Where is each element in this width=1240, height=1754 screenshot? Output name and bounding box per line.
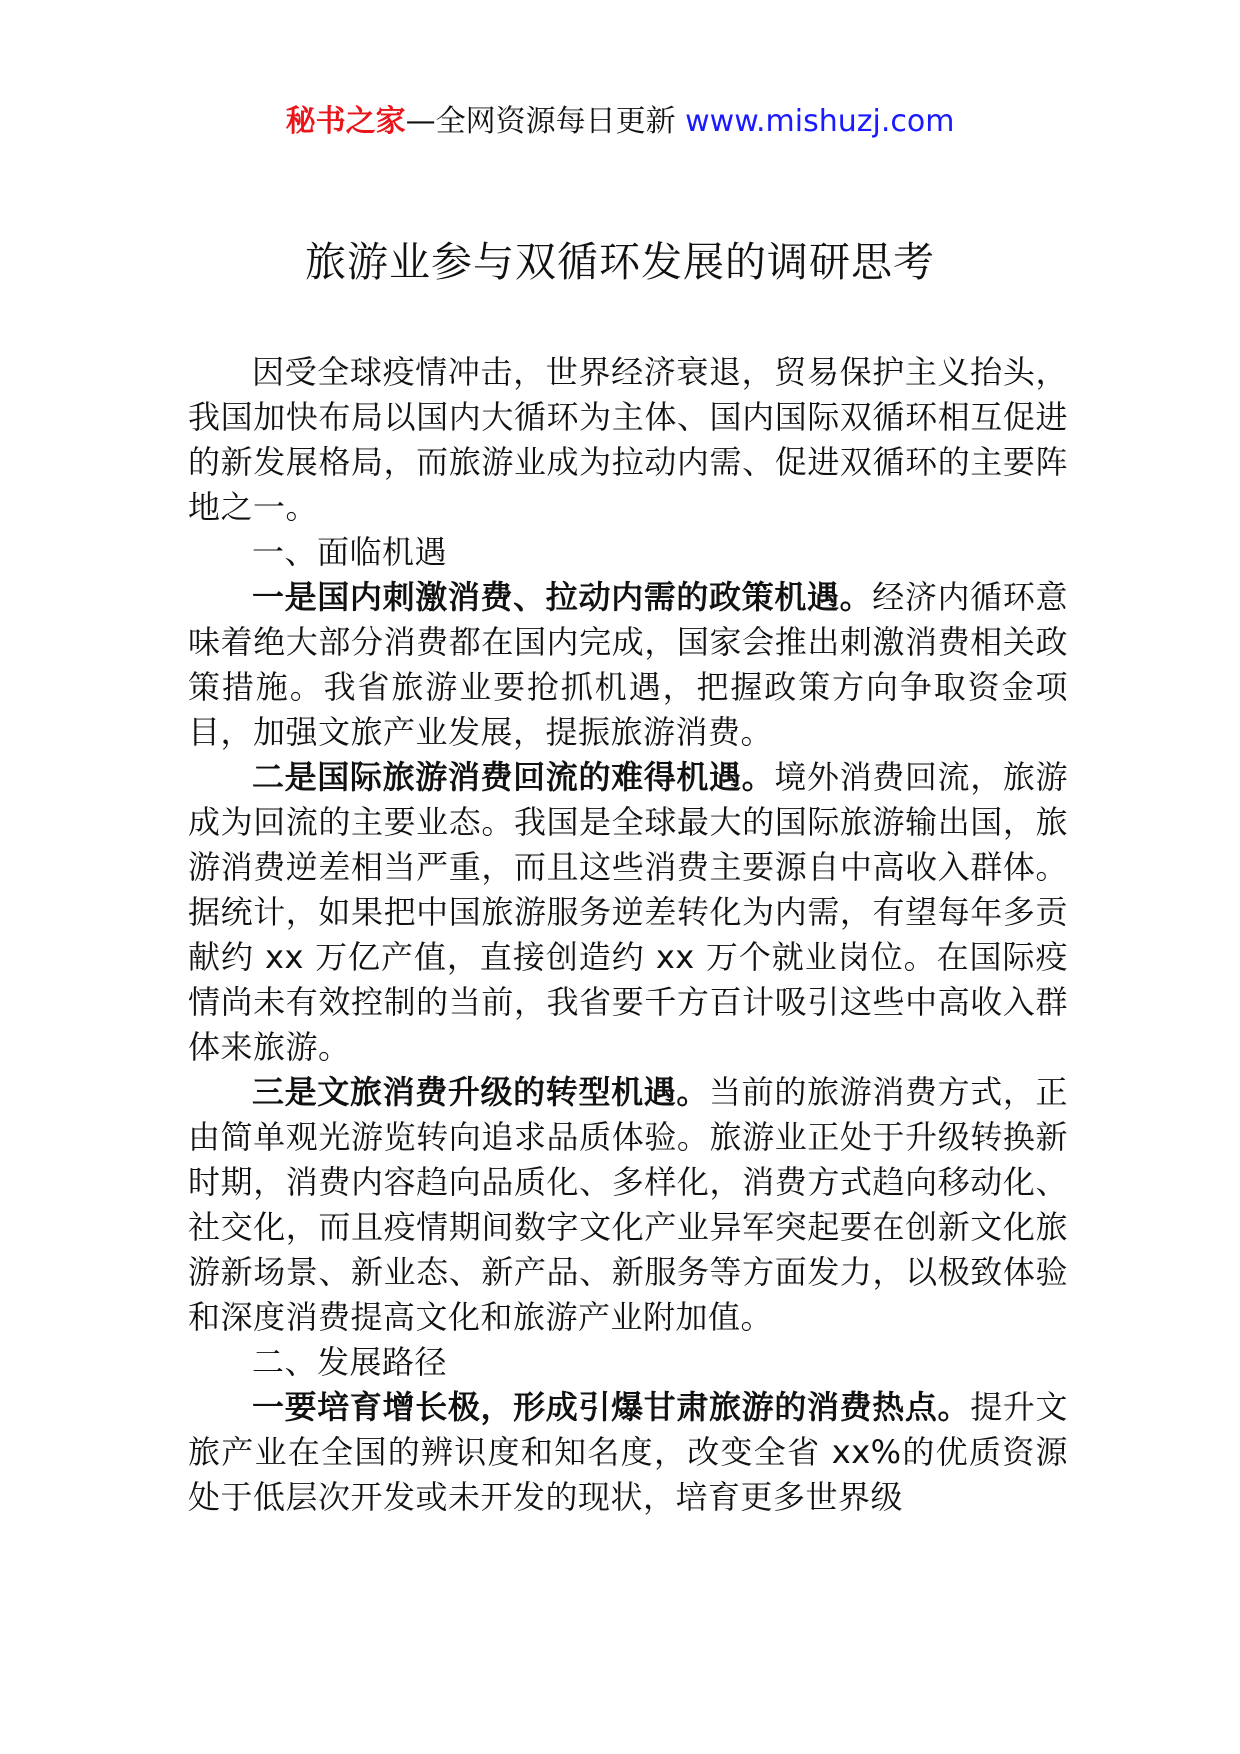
paragraph-lead: 二是国际旅游消费回流的难得机遇。: [252, 758, 775, 796]
paragraph-lead: 三是文旅消费升级的转型机遇。: [252, 1073, 710, 1111]
paragraph-upgrade-opportunity: [188, 1070, 1068, 1340]
paragraph-body: 当前的旅游消费方式，正由简单观光游览转向追求品质体验。旅游业正处于升级转换新时期，消费内容趋向品质化、多样化，消费方式趋向移动化、社交化，而且疫情期间数字文化产业异军突起要在创新文化旅游新场景、新业态、新产品、新服务等方面发力，以极致体验和深度消费提高文化和旅游产业附加值。: [188, 1073, 1068, 1336]
paragraph-consumption-return: [188, 755, 1068, 1070]
document-body: [188, 350, 1068, 1520]
section-heading-paths: 二、发展路径: [252, 1343, 448, 1381]
brand-name: 秘书之家: [285, 104, 406, 139]
paragraph-body: 境外消费回流，旅游成为回流的主要业态。我国是全球最大的国际旅游输出国，旅游消费逆差相当严重，而且这些消费主要源自中高收入群体。据统计，如果把中国旅游服务逆差转化为内需，有望每年多贡献约 xx 万亿产值，直接创造约 xx 万个就业岗位。在国际疫情尚未有效控制的当前，我省要千方百计吸引这些中高收入群体来旅游。: [188, 758, 1068, 1066]
site-url: www.mishuzj.com: [685, 104, 955, 139]
header-tagline: —全网资源每日更新: [405, 104, 686, 139]
paragraph-policy-opportunity: [188, 575, 1068, 755]
paragraph-lead: 一要培育增长极，形成引爆甘肃旅游的消费热点。: [252, 1388, 971, 1426]
paragraph-body: 经济内循环意味着绝大部分消费都在国内完成，国家会推出刺激消费相关政策措施。我省旅游业要抢抓机遇，把握政策方向争取资金项目，加强文旅产业发展，提振旅游消费。: [188, 578, 1068, 751]
paragraph-body: 提升文旅产业在全国的辨识度和知名度，改变全省 xx%的优质资源处于低层次开发或未开发的现状，培育更多世界级: [188, 1388, 1068, 1516]
paragraph-lead: 一是国内刺激消费、拉动内需的政策机遇。: [252, 578, 873, 616]
document-title: 旅游业参与双循环发展的调研思考: [305, 238, 935, 286]
intro-paragraph: 因受全球疫情冲击，世界经济衰退，贸易保护主义抬头，我国加快布局以国内大循环为主体、国内国际双循环相互促进的新发展格局，而旅游业成为拉动内需、促进双循环的主要阵地之一。: [188, 353, 1068, 526]
section-heading-opportunities: 一、面临机遇: [252, 533, 448, 571]
watermark-header: [0, 100, 1240, 144]
paragraph-growth-pole: [188, 1385, 1068, 1520]
